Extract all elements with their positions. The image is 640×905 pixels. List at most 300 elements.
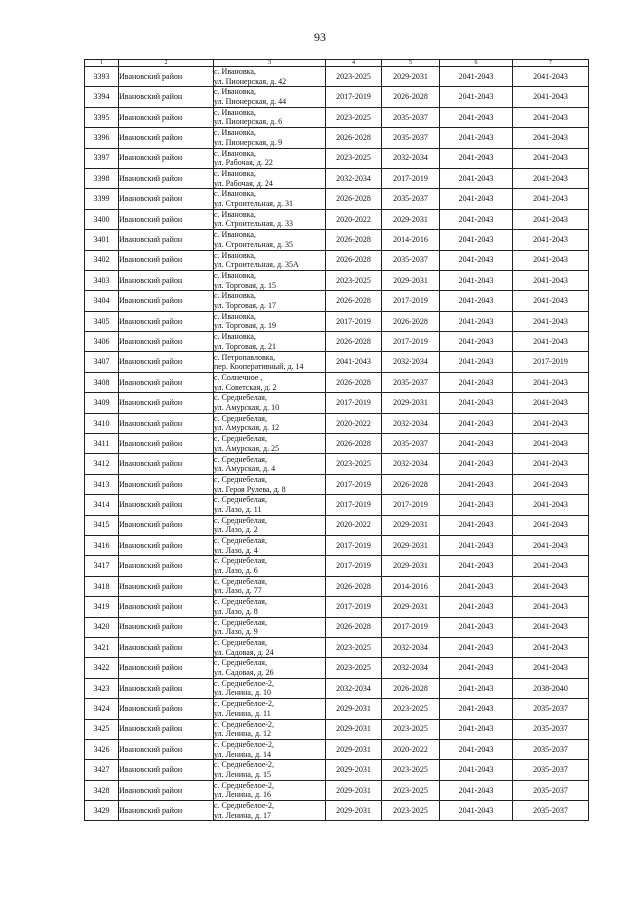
period-col4: 2023-2025: [326, 454, 382, 474]
address-locality: с. Ивановка,: [214, 311, 256, 321]
period-col5: 2014-2016: [382, 576, 440, 596]
address-locality: с. Среднебелая,: [214, 638, 267, 648]
address-cell: [214, 168, 326, 188]
period-col7: 2041-2043: [513, 209, 589, 229]
address-cell: [214, 311, 326, 331]
period-col6: 2041-2043: [440, 128, 513, 148]
period-col5: 2029-2031: [382, 515, 440, 535]
address-locality: с. Среднебелое-2,: [214, 780, 275, 790]
table-row: [85, 189, 589, 209]
row-number: 3405: [85, 311, 119, 331]
period-col6: 2041-2043: [440, 699, 513, 719]
address-locality: с. Ивановка,: [214, 332, 256, 342]
row-number: 3424: [85, 699, 119, 719]
period-col7: 2041-2043: [513, 332, 589, 352]
period-col5: 2035-2037: [382, 372, 440, 392]
address-street: ул. Лазо, д. 2: [214, 525, 258, 535]
housing-repair-table: [84, 59, 589, 821]
district-cell: Ивановский район: [119, 128, 214, 148]
district-cell: Ивановский район: [119, 189, 214, 209]
period-col7: 2041-2043: [513, 454, 589, 474]
row-number: 3413: [85, 474, 119, 494]
address-cell: [214, 128, 326, 148]
table-row: [85, 658, 589, 678]
period-col5: 2032-2034: [382, 637, 440, 657]
period-col6: 2041-2043: [440, 372, 513, 392]
district-cell: Ивановский район: [119, 617, 214, 637]
address-cell: [214, 597, 326, 617]
period-col6: 2041-2043: [440, 332, 513, 352]
table-row: [85, 495, 589, 515]
table-row: [85, 556, 589, 576]
period-col4: 2017-2019: [326, 311, 382, 331]
period-col7: 2041-2043: [513, 576, 589, 596]
row-number: 3399: [85, 189, 119, 209]
table-row: [85, 87, 589, 107]
address-locality: с. Среднебелая,: [214, 515, 267, 525]
period-col5: 2017-2019: [382, 168, 440, 188]
period-col4: 2026-2028: [326, 230, 382, 250]
district-cell: Ивановский район: [119, 67, 214, 87]
district-cell: Ивановский район: [119, 270, 214, 290]
address-street: ул. Садовая, д. 24: [214, 647, 274, 657]
period-col6: 2041-2043: [440, 413, 513, 433]
address-street: пер. Кооперативный, д. 14: [214, 362, 304, 372]
address-cell: [214, 413, 326, 433]
period-col6: 2041-2043: [440, 495, 513, 515]
period-col6: 2041-2043: [440, 617, 513, 637]
address-street: ул. Ленина, д. 17: [214, 810, 272, 820]
period-col4: 2023-2025: [326, 637, 382, 657]
row-number: 3426: [85, 739, 119, 759]
row-number: 3429: [85, 801, 119, 821]
period-col5: 2032-2034: [382, 454, 440, 474]
period-col5: 2032-2034: [382, 148, 440, 168]
address-street: ул. Строительная, д. 35А: [214, 260, 299, 270]
row-number: 3409: [85, 393, 119, 413]
period-col6: 2041-2043: [440, 168, 513, 188]
period-col6: 2041-2043: [440, 209, 513, 229]
district-cell: Ивановский район: [119, 760, 214, 780]
district-cell: Ивановский район: [119, 699, 214, 719]
address-cell: [214, 739, 326, 759]
period-col7: 2041-2043: [513, 291, 589, 311]
period-col5: 2029-2031: [382, 209, 440, 229]
district-cell: Ивановский район: [119, 250, 214, 270]
district-cell: Ивановский район: [119, 597, 214, 617]
period-col4: 2032-2034: [326, 678, 382, 698]
period-col6: 2041-2043: [440, 311, 513, 331]
row-number: 3416: [85, 535, 119, 555]
period-col6: 2041-2043: [440, 230, 513, 250]
period-col6: 2041-2043: [440, 250, 513, 270]
period-col7: 2041-2043: [513, 556, 589, 576]
address-cell: [214, 515, 326, 535]
address-street: ул. Ленина, д. 11: [214, 708, 271, 718]
district-cell: Ивановский район: [119, 107, 214, 127]
period-col5: 2035-2037: [382, 189, 440, 209]
address-locality: с. Среднебелое-2,: [214, 760, 275, 770]
district-cell: Ивановский район: [119, 168, 214, 188]
address-street: ул. Рабочая, д. 22: [214, 158, 273, 168]
table-row: [85, 291, 589, 311]
address-locality: с. Среднебелое-2,: [214, 678, 275, 688]
address-locality: с. Среднебелая,: [214, 454, 267, 464]
period-col4: 2026-2028: [326, 617, 382, 637]
period-col4: 2023-2025: [326, 658, 382, 678]
address-locality: с. Среднебелая,: [214, 393, 267, 403]
column-header: 1: [85, 60, 119, 67]
address-cell: [214, 332, 326, 352]
period-col6: 2041-2043: [440, 597, 513, 617]
period-col5: 2017-2019: [382, 291, 440, 311]
column-header: 6: [440, 60, 513, 67]
address-locality: с. Среднебелая,: [214, 536, 267, 546]
period-col7: 2041-2043: [513, 67, 589, 87]
period-col4: 2026-2028: [326, 250, 382, 270]
row-number: 3427: [85, 760, 119, 780]
address-cell: [214, 230, 326, 250]
address-locality: с. Солнечное ,: [214, 372, 263, 382]
address-cell: [214, 617, 326, 637]
table-row: [85, 67, 589, 87]
row-number: 3401: [85, 230, 119, 250]
address-cell: [214, 250, 326, 270]
district-cell: Ивановский район: [119, 209, 214, 229]
address-street: ул. Ленина, д. 14: [214, 749, 272, 759]
address-locality: с. Среднебелая,: [214, 413, 267, 423]
table-body: [85, 60, 589, 821]
period-col4: 2029-2031: [326, 760, 382, 780]
address-street: ул. Лазо, д. 77: [214, 586, 262, 596]
address-cell: [214, 148, 326, 168]
period-col4: 2017-2019: [326, 474, 382, 494]
period-col4: 2029-2031: [326, 719, 382, 739]
period-col4: 2017-2019: [326, 556, 382, 576]
address-locality: с. Среднебелая,: [214, 495, 267, 505]
period-col7: 2035-2037: [513, 780, 589, 800]
address-cell: [214, 801, 326, 821]
table-row: [85, 107, 589, 127]
period-col7: 2041-2043: [513, 617, 589, 637]
address-street: ул. Лазо, д. 6: [214, 566, 258, 576]
period-col5: 2029-2031: [382, 67, 440, 87]
period-col6: 2041-2043: [440, 291, 513, 311]
address-street: ул. Пионерская, д. 6: [214, 117, 283, 127]
period-col5: 2032-2034: [382, 352, 440, 372]
period-col6: 2041-2043: [440, 107, 513, 127]
period-col4: 2029-2031: [326, 699, 382, 719]
row-number: 3423: [85, 678, 119, 698]
address-locality: с. Ивановка,: [214, 107, 256, 117]
period-col7: 2041-2043: [513, 474, 589, 494]
period-col4: 2020-2022: [326, 413, 382, 433]
table-header-row: [85, 60, 589, 67]
column-header: 3: [214, 60, 326, 67]
row-number: 3428: [85, 780, 119, 800]
table-row: [85, 209, 589, 229]
table-row: [85, 434, 589, 454]
address-locality: с. Ивановка,: [214, 291, 256, 301]
period-col6: 2041-2043: [440, 576, 513, 596]
period-col6: 2041-2043: [440, 515, 513, 535]
period-col5: 2026-2028: [382, 87, 440, 107]
row-number: 3397: [85, 148, 119, 168]
address-cell: [214, 637, 326, 657]
table-row: [85, 352, 589, 372]
period-col4: 2026-2028: [326, 434, 382, 454]
district-cell: Ивановский район: [119, 474, 214, 494]
row-number: 3415: [85, 515, 119, 535]
address-street: ул. Торговая, д. 21: [214, 341, 276, 351]
district-cell: Ивановский район: [119, 352, 214, 372]
row-number: 3403: [85, 270, 119, 290]
address-cell: [214, 556, 326, 576]
address-cell: [214, 189, 326, 209]
address-street: ул. Пионерская, д. 44: [214, 97, 287, 107]
table-row: [85, 311, 589, 331]
period-col6: 2041-2043: [440, 352, 513, 372]
address-cell: [214, 454, 326, 474]
period-col7: 2041-2043: [513, 434, 589, 454]
address-cell: [214, 291, 326, 311]
address-street: ул. Торговая, д. 15: [214, 280, 276, 290]
address-locality: с. Среднебелая,: [214, 597, 267, 607]
address-cell: [214, 434, 326, 454]
period-col5: 2026-2028: [382, 474, 440, 494]
address-street: ул. Ленина, д. 10: [214, 688, 272, 698]
table-row: [85, 372, 589, 392]
address-street: ул. Амурская, д. 12: [214, 423, 280, 433]
address-street: ул. Амурская, д. 10: [214, 402, 280, 412]
period-col5: 2023-2025: [382, 780, 440, 800]
district-cell: Ивановский район: [119, 556, 214, 576]
period-col4: 2029-2031: [326, 780, 382, 800]
row-number: 3396: [85, 128, 119, 148]
column-header: 5: [382, 60, 440, 67]
address-street: ул. Строительная, д. 31: [214, 199, 294, 209]
address-street: ул. Пионерская, д. 9: [214, 137, 283, 147]
address-locality: с. Среднебелая,: [214, 556, 267, 566]
period-col7: 2041-2043: [513, 372, 589, 392]
address-cell: [214, 352, 326, 372]
table-row: [85, 515, 589, 535]
district-cell: Ивановский район: [119, 801, 214, 821]
address-street: ул. Строительная, д. 33: [214, 219, 294, 229]
row-number: 3420: [85, 617, 119, 637]
period-col4: 2041-2043: [326, 352, 382, 372]
period-col7: 2041-2043: [513, 658, 589, 678]
row-number: 3402: [85, 250, 119, 270]
period-col4: 2032-2034: [326, 168, 382, 188]
period-col6: 2041-2043: [440, 148, 513, 168]
period-col4: 2023-2025: [326, 107, 382, 127]
period-col5: 2026-2028: [382, 678, 440, 698]
period-col5: 2017-2019: [382, 495, 440, 515]
table-row: [85, 719, 589, 739]
district-cell: Ивановский район: [119, 87, 214, 107]
address-locality: с. Среднебелое-2,: [214, 801, 275, 811]
period-col6: 2041-2043: [440, 67, 513, 87]
period-col4: 2023-2025: [326, 148, 382, 168]
period-col7: 2041-2043: [513, 230, 589, 250]
district-cell: Ивановский район: [119, 413, 214, 433]
period-col5: 2026-2028: [382, 311, 440, 331]
period-col5: 2020-2022: [382, 739, 440, 759]
period-col6: 2041-2043: [440, 270, 513, 290]
period-col5: 2035-2037: [382, 128, 440, 148]
period-col7: 2041-2043: [513, 168, 589, 188]
period-col6: 2041-2043: [440, 658, 513, 678]
address-locality: с. Среднебелое-2,: [214, 719, 275, 729]
address-street: ул. Ленина, д. 16: [214, 790, 272, 800]
row-number: 3410: [85, 413, 119, 433]
period-col4: 2017-2019: [326, 87, 382, 107]
period-col5: 2035-2037: [382, 434, 440, 454]
period-col4: 2026-2028: [326, 128, 382, 148]
table-row: [85, 474, 589, 494]
period-col6: 2041-2043: [440, 760, 513, 780]
row-number: 3411: [85, 434, 119, 454]
address-cell: [214, 67, 326, 87]
table-row: [85, 230, 589, 250]
period-col7: 2035-2037: [513, 739, 589, 759]
address-street: ул. Лазо, д. 8: [214, 606, 258, 616]
address-street: ул. Строительная, д. 35: [214, 239, 294, 249]
period-col4: 2020-2022: [326, 209, 382, 229]
period-col5: 2032-2034: [382, 658, 440, 678]
table-row: [85, 270, 589, 290]
address-street: ул. Советская, д. 2: [214, 382, 277, 392]
address-cell: [214, 678, 326, 698]
period-col5: 2017-2019: [382, 617, 440, 637]
period-col5: 2023-2025: [382, 699, 440, 719]
period-col7: 2038-2040: [513, 678, 589, 698]
page-number: 93: [314, 30, 326, 44]
address-cell: [214, 719, 326, 739]
period-col5: 2032-2034: [382, 413, 440, 433]
row-number: 3404: [85, 291, 119, 311]
period-col5: 2023-2025: [382, 801, 440, 821]
address-locality: с. Ивановка,: [214, 169, 256, 179]
period-col6: 2041-2043: [440, 535, 513, 555]
address-locality: с. Ивановка,: [214, 128, 256, 138]
address-cell: [214, 209, 326, 229]
row-number: 3419: [85, 597, 119, 617]
column-header: 2: [119, 60, 214, 67]
address-cell: [214, 87, 326, 107]
district-cell: Ивановский район: [119, 739, 214, 759]
column-header: 7: [513, 60, 589, 67]
period-col4: 2017-2019: [326, 597, 382, 617]
table-row: [85, 780, 589, 800]
period-col4: 2026-2028: [326, 332, 382, 352]
district-cell: Ивановский район: [119, 658, 214, 678]
period-col5: 2029-2031: [382, 270, 440, 290]
address-cell: [214, 658, 326, 678]
period-col7: 2017-2019: [513, 352, 589, 372]
address-cell: [214, 495, 326, 515]
row-number: 3407: [85, 352, 119, 372]
row-number: 3394: [85, 87, 119, 107]
district-cell: Ивановский район: [119, 515, 214, 535]
period-col6: 2041-2043: [440, 87, 513, 107]
district-cell: Ивановский район: [119, 637, 214, 657]
period-col6: 2041-2043: [440, 719, 513, 739]
district-cell: Ивановский район: [119, 535, 214, 555]
period-col7: 2035-2037: [513, 699, 589, 719]
district-cell: Ивановский район: [119, 230, 214, 250]
period-col5: 2023-2025: [382, 760, 440, 780]
address-cell: [214, 535, 326, 555]
address-locality: с. Петропавловка,: [214, 352, 276, 362]
address-locality: с. Ивановка,: [214, 250, 256, 260]
row-number: 3422: [85, 658, 119, 678]
period-col4: 2026-2028: [326, 189, 382, 209]
period-col4: 2017-2019: [326, 495, 382, 515]
period-col4: 2029-2031: [326, 801, 382, 821]
period-col5: 2035-2037: [382, 250, 440, 270]
period-col5: 2029-2031: [382, 535, 440, 555]
address-locality: с. Среднебелая,: [214, 434, 267, 444]
row-number: 3393: [85, 67, 119, 87]
district-cell: Ивановский район: [119, 434, 214, 454]
period-col5: 2017-2019: [382, 332, 440, 352]
period-col5: 2029-2031: [382, 556, 440, 576]
period-col6: 2041-2043: [440, 801, 513, 821]
address-street: ул. Амурская, д. 4: [214, 464, 276, 474]
address-street: ул. Рабочая, д. 24: [214, 178, 273, 188]
row-number: 3400: [85, 209, 119, 229]
address-locality: с. Ивановка,: [214, 148, 256, 158]
period-col7: 2041-2043: [513, 311, 589, 331]
period-col7: 2041-2043: [513, 128, 589, 148]
period-col6: 2041-2043: [440, 393, 513, 413]
period-col5: 2029-2031: [382, 393, 440, 413]
period-col4: 2029-2031: [326, 739, 382, 759]
period-col4: 2026-2028: [326, 576, 382, 596]
row-number: 3421: [85, 637, 119, 657]
address-locality: с. Ивановка,: [214, 67, 256, 77]
table-row: [85, 678, 589, 698]
address-locality: с. Среднебелое-2,: [214, 739, 275, 749]
table-row: [85, 576, 589, 596]
period-col5: 2023-2025: [382, 719, 440, 739]
district-cell: Ивановский район: [119, 780, 214, 800]
address-street: ул. Садовая, д. 26: [214, 668, 274, 678]
address-cell: [214, 393, 326, 413]
address-locality: с. Ивановка,: [214, 230, 256, 240]
row-number: 3418: [85, 576, 119, 596]
table-row: [85, 739, 589, 759]
period-col7: 2041-2043: [513, 413, 589, 433]
period-col4: 2017-2019: [326, 535, 382, 555]
table-row: [85, 535, 589, 555]
period-col4: 2026-2028: [326, 291, 382, 311]
period-col6: 2041-2043: [440, 189, 513, 209]
address-cell: [214, 474, 326, 494]
table-row: [85, 250, 589, 270]
period-col7: 2041-2043: [513, 515, 589, 535]
row-number: 3408: [85, 372, 119, 392]
period-col4: 2020-2022: [326, 515, 382, 535]
address-cell: [214, 699, 326, 719]
address-street: ул. Ленина, д. 15: [214, 769, 272, 779]
period-col7: 2035-2037: [513, 760, 589, 780]
address-locality: с. Среднебелое-2,: [214, 699, 275, 709]
table-row: [85, 148, 589, 168]
period-col6: 2041-2043: [440, 739, 513, 759]
